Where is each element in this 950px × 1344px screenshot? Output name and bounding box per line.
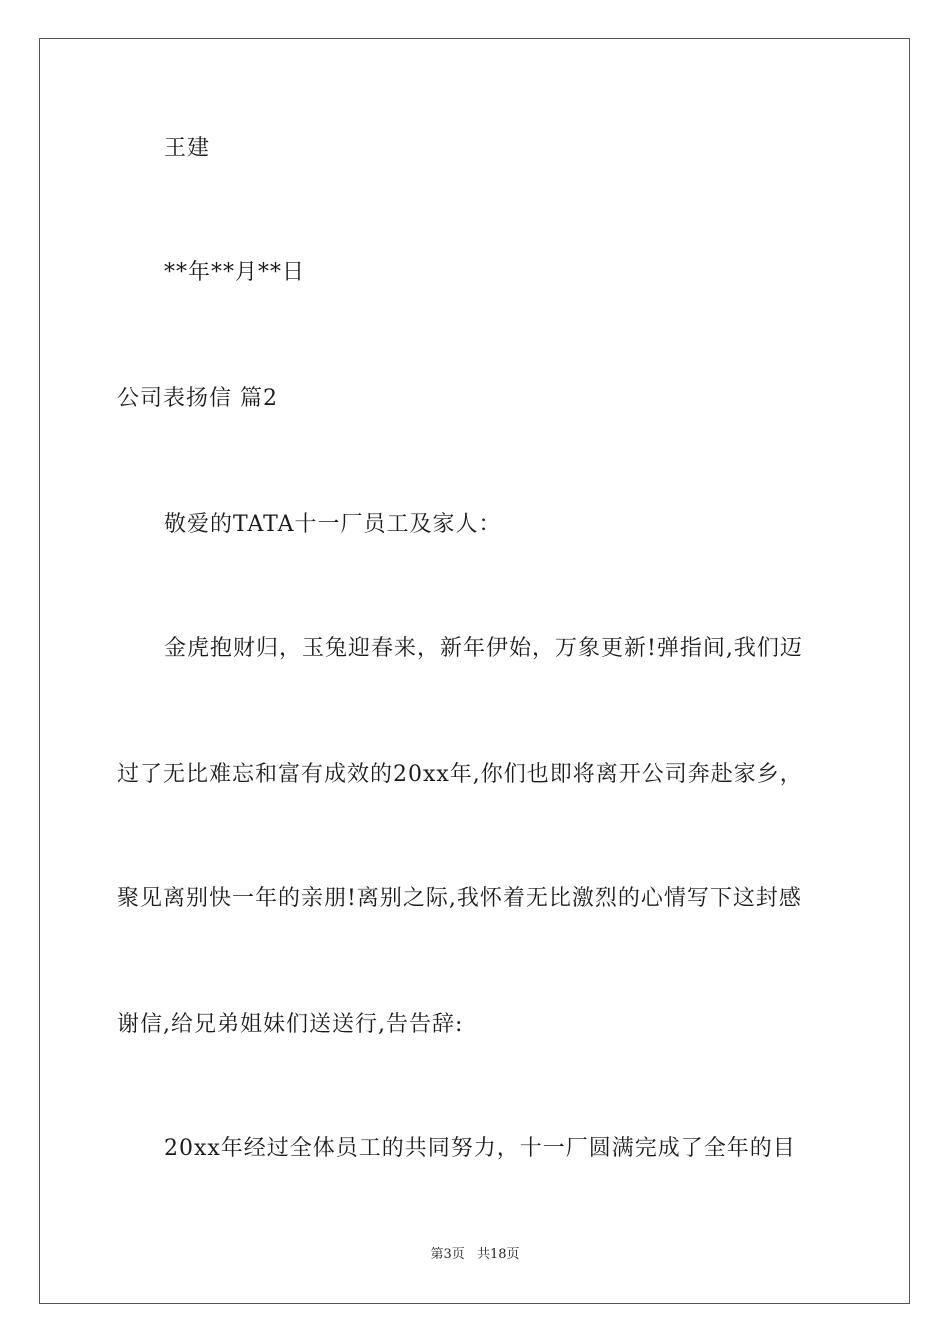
page-number: 第3页: [430, 1247, 465, 1262]
page-footer: [0, 1246, 950, 1264]
section-heading: 公司表扬信 篇2: [117, 386, 278, 411]
signature: 王建: [164, 136, 211, 161]
paragraph-line: 谢信,给兄弟姐妹们送送行,告告辞:: [117, 1012, 464, 1037]
paragraph-line: 过了无比难忘和富有成效的20xx年,你们也即将离开公司奔赴家乡，: [117, 762, 803, 787]
paragraph-line: 聚见离别快一年的亲朋!离别之际,我怀着无比激烈的心情写下这封感: [117, 886, 802, 911]
salutation: 敬爱的TATA十一厂员工及家人：: [164, 512, 502, 537]
date-line: **年**月**日: [164, 260, 306, 285]
paragraph-line: 金虎抱财归，玉兔迎春来，新年伊始，万象更新!弹指间,我们迈: [164, 636, 803, 661]
page-border: [39, 38, 910, 1304]
paragraph-line: 20xx年经过全体员工的共同努力，十一厂圆满完成了全年的目: [164, 1136, 796, 1161]
total-pages: 共18页: [476, 1247, 520, 1262]
